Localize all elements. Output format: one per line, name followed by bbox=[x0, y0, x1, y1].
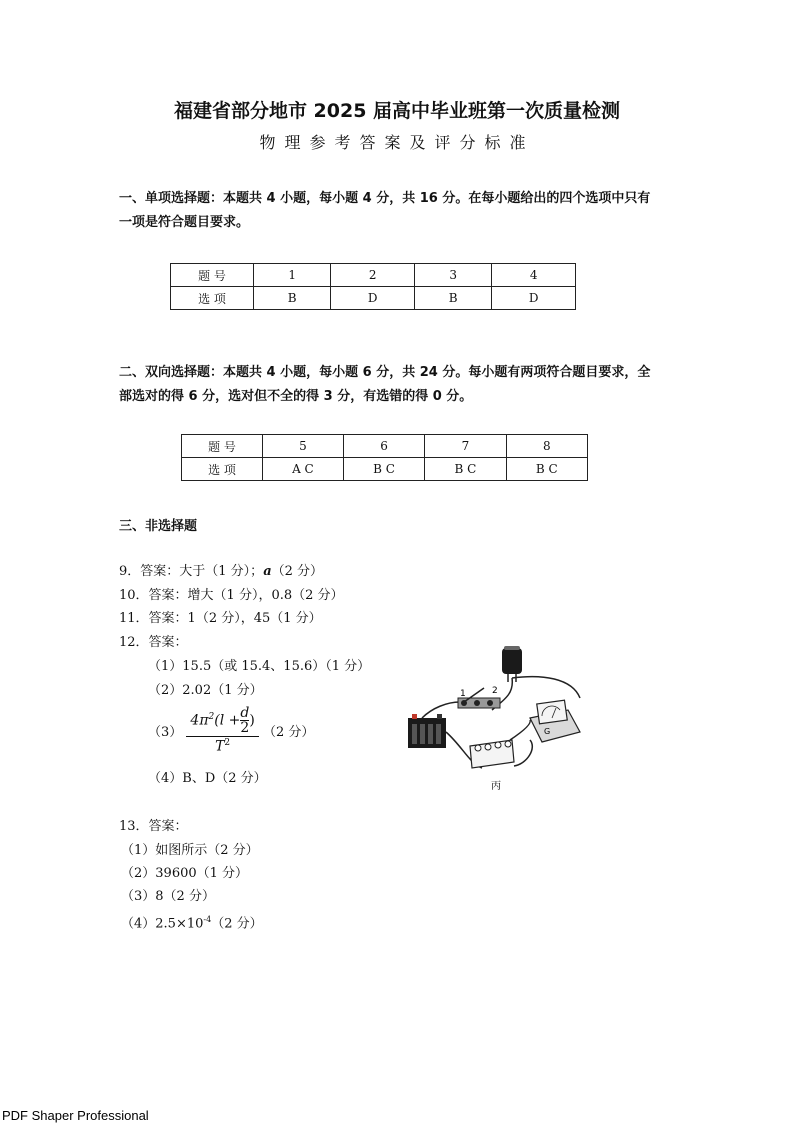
wire bbox=[510, 720, 530, 740]
q12-part2: （2）2.02（1 分） bbox=[148, 683, 263, 698]
table-cell: 4 bbox=[492, 264, 576, 287]
q9-suffix: （2 分） bbox=[271, 564, 324, 579]
q13-part4 bbox=[121, 909, 263, 935]
formula-d-over-2 bbox=[240, 706, 249, 735]
table-cell: B C bbox=[425, 458, 506, 481]
table-cell: B C bbox=[506, 458, 587, 481]
answer-q9 bbox=[119, 561, 323, 583]
table-row bbox=[182, 458, 588, 481]
formula-T-exponent: 2 bbox=[224, 738, 231, 748]
formula-4pi: 4π bbox=[190, 712, 209, 729]
table-cell: 8 bbox=[506, 435, 587, 458]
q13-part3: （3）8（2 分） bbox=[121, 889, 215, 904]
figure-caption: 丙 bbox=[491, 781, 501, 792]
table-row bbox=[182, 435, 588, 458]
q13-part4-exponent: -4 bbox=[203, 915, 212, 924]
formula-l-plus: (l + bbox=[214, 712, 241, 729]
table-cell: B bbox=[254, 287, 331, 310]
resistance-box-icon bbox=[470, 740, 514, 768]
table-cell: 7 bbox=[425, 435, 506, 458]
wire bbox=[512, 677, 580, 698]
row-label-number: 题 号 bbox=[182, 435, 263, 458]
q9-prefix: 9．答案：大于（1 分）； bbox=[119, 564, 264, 579]
row-label-number: 题 号 bbox=[171, 264, 254, 287]
q12-part1: （1）15.5（或 15.4、15.6）（1 分） bbox=[148, 659, 371, 674]
table-cell: 2 bbox=[331, 264, 415, 287]
table-cell: 5 bbox=[263, 435, 344, 458]
formula-pi-exponent: 2 bbox=[208, 711, 215, 722]
row-label-answer: 选 项 bbox=[171, 287, 254, 310]
q13-part4-suffix: （2 分） bbox=[211, 916, 263, 932]
section2-intro-line2: 部选对的得 6 分，选对但不全的得 3 分，有选错的得 0 分。 bbox=[119, 389, 473, 404]
formula-numerator bbox=[186, 706, 258, 737]
q13-part4-prefix: （4）2.5×10 bbox=[121, 916, 204, 932]
formula-T: T bbox=[215, 738, 225, 755]
formula-two: 2 bbox=[240, 720, 250, 736]
table-row bbox=[171, 264, 576, 287]
table-row bbox=[171, 287, 576, 310]
wire bbox=[514, 740, 532, 766]
section1-answer-table bbox=[170, 263, 576, 310]
table-cell: 3 bbox=[414, 264, 491, 287]
q12-part3-prefix: （3） bbox=[148, 724, 183, 740]
q9-variable: a bbox=[263, 564, 272, 579]
formula-denominator bbox=[186, 737, 258, 755]
section3-heading: 三、非选择题 bbox=[119, 519, 198, 534]
page-title: 福建省部分地市 2025 届高中毕业班第一次质量检测 bbox=[173, 100, 621, 122]
switch-icon bbox=[458, 686, 500, 708]
table-cell: A C bbox=[263, 458, 344, 481]
switch-label-1: 1 bbox=[460, 689, 466, 699]
row-label-answer: 选 项 bbox=[182, 458, 263, 481]
section2-answer-table bbox=[181, 434, 588, 481]
answer-q13-label: 13．答案： bbox=[119, 819, 188, 834]
answer-q11: 11．答案：1（2 分），45（1 分） bbox=[119, 611, 322, 626]
q12-part3 bbox=[148, 706, 314, 755]
section2-intro-line1: 二、双向选择题：本题共 4 小题，每小题 6 分，共 24 分。每小题有两项符合题目要求，全 bbox=[119, 365, 651, 380]
galvanometer-icon bbox=[530, 700, 580, 742]
page-subtitle: 物理参考答案及评分标准 bbox=[259, 133, 535, 152]
section1-intro-line2: 一项是符合题目要求。 bbox=[119, 215, 250, 230]
watermark-footer: PDF Shaper Professional bbox=[2, 1108, 149, 1123]
switch-label-2: 2 bbox=[492, 686, 498, 696]
q12-part4: （4）B、D（2 分） bbox=[148, 771, 267, 786]
table-cell: 6 bbox=[343, 435, 424, 458]
galvanometer-label: G bbox=[544, 727, 551, 736]
answer-q10: 10．答案：增大（1 分），0.8（2 分） bbox=[119, 588, 344, 603]
answer-q12-label: 12．答案： bbox=[119, 635, 188, 650]
circuit-diagram bbox=[402, 636, 602, 796]
formula-d: d bbox=[240, 705, 250, 721]
q13-part1: （1）如图所示（2 分） bbox=[121, 843, 259, 858]
table-cell: B C bbox=[343, 458, 424, 481]
formula-close-paren: ) bbox=[249, 712, 255, 729]
table-cell: D bbox=[331, 287, 415, 310]
section2-intro bbox=[119, 361, 679, 409]
section1-intro-line1: 一、单项选择题：本题共 4 小题，每小题 4 分，共 16 分。在每小题给出的四个选项中只有 bbox=[119, 191, 651, 206]
table-cell: B bbox=[414, 287, 491, 310]
section1-intro bbox=[119, 187, 679, 235]
table-cell: D bbox=[492, 287, 576, 310]
q12-part3-suffix: （2 分） bbox=[262, 724, 315, 740]
table-cell: 1 bbox=[254, 264, 331, 287]
period-formula bbox=[186, 706, 258, 755]
battery-icon bbox=[408, 714, 446, 748]
q13-part2: （2）39600（1 分） bbox=[121, 866, 249, 881]
